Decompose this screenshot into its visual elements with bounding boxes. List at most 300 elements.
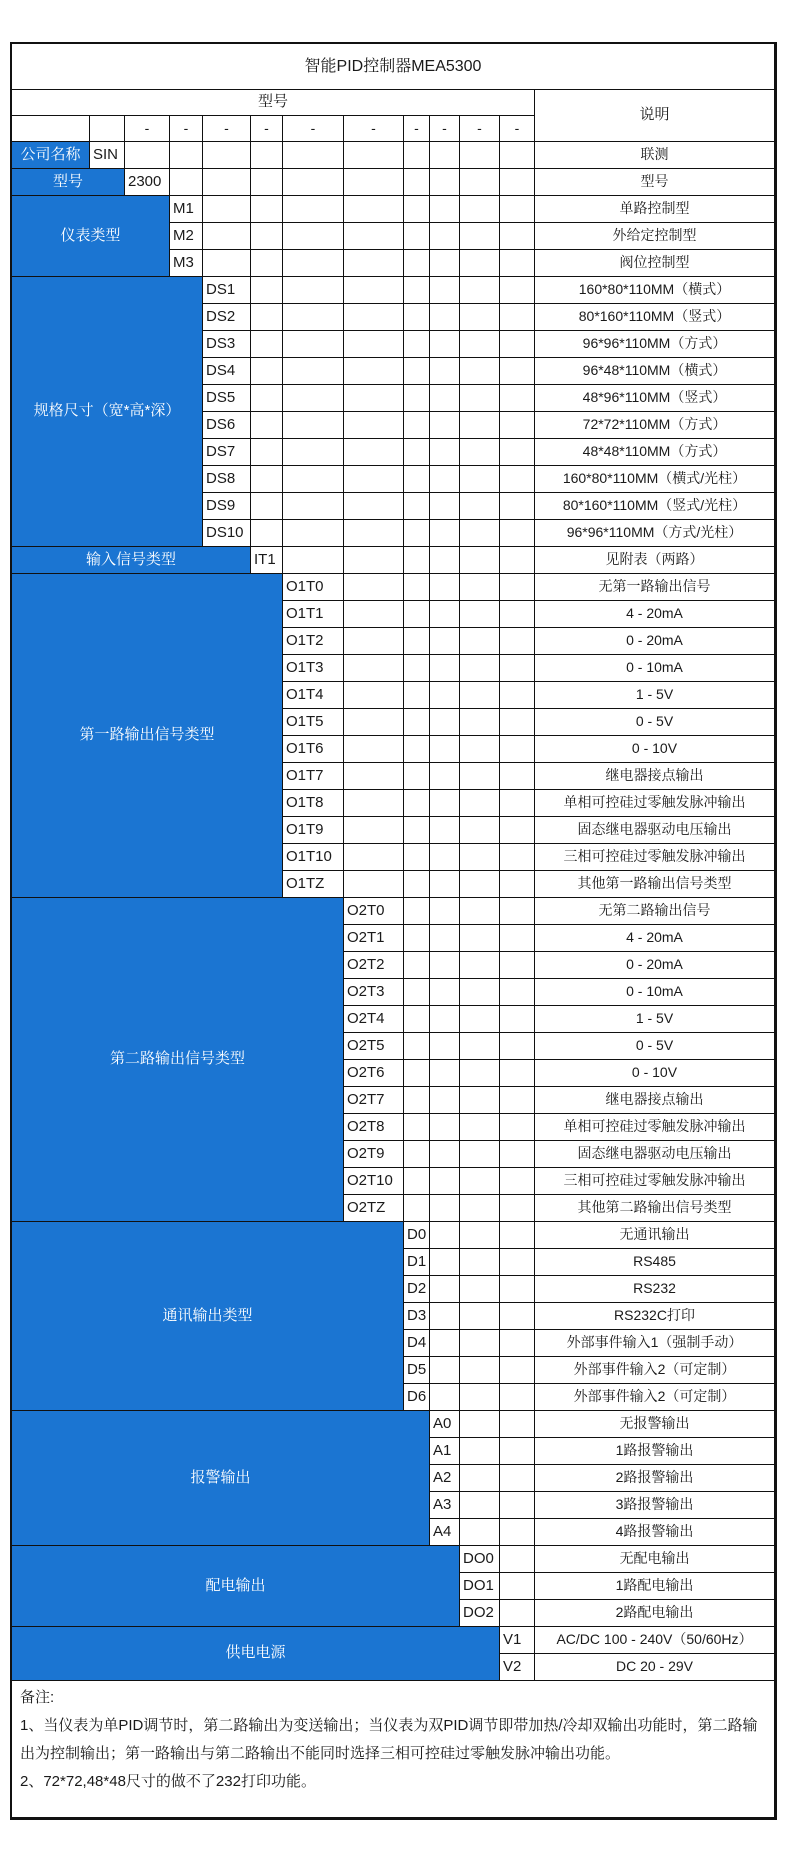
- description-cell: RS232C打印: [535, 1303, 775, 1330]
- empty-cell: [404, 1006, 430, 1033]
- empty-cell: [430, 1276, 460, 1303]
- empty-cell: [500, 1006, 535, 1033]
- empty-cell: [203, 196, 251, 223]
- empty-cell: [460, 925, 500, 952]
- empty-cell: [125, 142, 170, 169]
- empty-cell: [430, 223, 460, 250]
- empty-cell: [344, 358, 404, 385]
- description-cell: 0 - 20mA: [535, 952, 775, 979]
- empty-cell: [251, 250, 283, 277]
- empty-cell: [344, 304, 404, 331]
- description-cell: 0 - 10V: [535, 1060, 775, 1087]
- empty-cell: [460, 979, 500, 1006]
- empty-cell: [404, 736, 430, 763]
- empty-cell: [460, 952, 500, 979]
- description-cell: 1 - 5V: [535, 682, 775, 709]
- empty-cell: [460, 1438, 500, 1465]
- empty-cell: [460, 1465, 500, 1492]
- description-cell: 其他第一路输出信号类型: [535, 871, 775, 898]
- notes-label: 备注:: [20, 1689, 55, 1706]
- empty-cell: [251, 412, 283, 439]
- empty-cell: [500, 1465, 535, 1492]
- empty-cell: [170, 142, 203, 169]
- empty-cell: [251, 331, 283, 358]
- code-cell: O2T1: [344, 925, 404, 952]
- description-cell: 无第一路输出信号: [535, 574, 775, 601]
- description-cell: 4路报警输出: [535, 1519, 775, 1546]
- empty-cell: [430, 1087, 460, 1114]
- empty-cell: [460, 304, 500, 331]
- empty-cell: [500, 547, 535, 574]
- empty-cell: [344, 439, 404, 466]
- code-cell: O2T0: [344, 898, 404, 925]
- empty-cell: [460, 1033, 500, 1060]
- empty-cell: [500, 628, 535, 655]
- section-label: 规格尺寸（宽*高*深）: [12, 277, 203, 547]
- description-cell: 96*48*110MM（横式）: [535, 358, 775, 385]
- dash-cell: -: [404, 116, 430, 142]
- description-cell: 0 - 5V: [535, 1033, 775, 1060]
- empty-cell: [460, 169, 500, 196]
- description-cell: 0 - 20mA: [535, 628, 775, 655]
- empty-cell: [460, 1114, 500, 1141]
- code-cell: DS10: [203, 520, 251, 547]
- description-cell: 48*48*110MM（方式）: [535, 439, 775, 466]
- empty-cell: [500, 1519, 535, 1546]
- empty-cell: [430, 844, 460, 871]
- empty-cell: [430, 1006, 460, 1033]
- code-cell: O2T8: [344, 1114, 404, 1141]
- code-cell: O2T7: [344, 1087, 404, 1114]
- empty-cell: [460, 1087, 500, 1114]
- empty-cell: [460, 574, 500, 601]
- empty-cell: [404, 223, 430, 250]
- empty-cell: [500, 304, 535, 331]
- empty-cell: [500, 655, 535, 682]
- empty-cell: [430, 1303, 460, 1330]
- empty-cell: [430, 331, 460, 358]
- code-cell: DS9: [203, 493, 251, 520]
- description-cell: RS485: [535, 1249, 775, 1276]
- empty-cell: [500, 1600, 535, 1627]
- empty-cell: [251, 466, 283, 493]
- empty-cell: [430, 871, 460, 898]
- code-cell: O1T8: [283, 790, 344, 817]
- empty-cell: [404, 763, 430, 790]
- empty-cell: [430, 493, 460, 520]
- empty-cell: [404, 844, 430, 871]
- code-cell: V2: [500, 1654, 535, 1681]
- empty-cell: [460, 1276, 500, 1303]
- dash-cell: -: [500, 116, 535, 142]
- empty-cell: [460, 1492, 500, 1519]
- empty-cell: [460, 1303, 500, 1330]
- empty-cell: [283, 385, 344, 412]
- description-cell: RS232: [535, 1276, 775, 1303]
- description-cell: 0 - 10mA: [535, 979, 775, 1006]
- section-label: 仪表类型: [12, 196, 170, 277]
- empty-cell: [460, 412, 500, 439]
- empty-cell: [344, 817, 404, 844]
- empty-cell: [430, 925, 460, 952]
- empty-cell: [404, 520, 430, 547]
- description-cell: 继电器接点输出: [535, 763, 775, 790]
- empty-cell: [460, 898, 500, 925]
- code-cell: A2: [430, 1465, 460, 1492]
- code-cell: O1T6: [283, 736, 344, 763]
- description-cell: 固态继电器驱动电压输出: [535, 817, 775, 844]
- code-cell: D4: [404, 1330, 430, 1357]
- empty-cell: [430, 898, 460, 925]
- empty-cell: [430, 736, 460, 763]
- empty-cell: [404, 817, 430, 844]
- code-cell: SIN: [90, 142, 125, 169]
- empty-cell: [500, 142, 535, 169]
- dash-cell: -: [170, 116, 203, 142]
- description-cell: 2路报警输出: [535, 1465, 775, 1492]
- code-cell: DS4: [203, 358, 251, 385]
- empty-cell: [430, 763, 460, 790]
- description-cell: 其他第二路输出信号类型: [535, 1195, 775, 1222]
- empty-cell: [283, 358, 344, 385]
- code-cell: M3: [170, 250, 203, 277]
- code-cell: D3: [404, 1303, 430, 1330]
- empty-cell: [500, 277, 535, 304]
- code-cell: M2: [170, 223, 203, 250]
- empty-cell: [460, 250, 500, 277]
- section-label: 公司名称: [12, 142, 90, 169]
- code-cell: DS7: [203, 439, 251, 466]
- description-cell: 0 - 5V: [535, 709, 775, 736]
- dash-cell: -: [203, 116, 251, 142]
- empty-cell: [500, 844, 535, 871]
- code-cell: DO1: [460, 1573, 500, 1600]
- description-cell: DC 20 - 29V: [535, 1654, 775, 1681]
- empty-cell: [404, 142, 430, 169]
- empty-cell: [344, 790, 404, 817]
- description-cell: 80*160*110MM（竖式）: [535, 304, 775, 331]
- empty-cell: [344, 709, 404, 736]
- empty-cell: [283, 466, 344, 493]
- empty-cell: [430, 1330, 460, 1357]
- empty-cell: [251, 169, 283, 196]
- section-label: 第二路输出信号类型: [12, 898, 344, 1222]
- empty-cell: [344, 412, 404, 439]
- empty-cell: [430, 1168, 460, 1195]
- empty-cell: [344, 196, 404, 223]
- empty-cell: [460, 223, 500, 250]
- empty-cell: [404, 385, 430, 412]
- empty-cell: [404, 169, 430, 196]
- empty-cell: [344, 628, 404, 655]
- empty-cell: [430, 1141, 460, 1168]
- empty-cell: [283, 520, 344, 547]
- empty-cell: [404, 277, 430, 304]
- empty-cell: [404, 466, 430, 493]
- description-cell: 160*80*110MM（横式）: [535, 277, 775, 304]
- empty-cell: [344, 601, 404, 628]
- description-cell: 1路配电输出: [535, 1573, 775, 1600]
- code-cell: O2T5: [344, 1033, 404, 1060]
- empty-cell: [500, 1168, 535, 1195]
- code-cell: D6: [404, 1384, 430, 1411]
- empty-cell: [404, 493, 430, 520]
- empty-cell: [404, 1141, 430, 1168]
- empty-cell: [460, 1006, 500, 1033]
- empty-cell: [460, 1519, 500, 1546]
- empty-cell: [344, 736, 404, 763]
- empty-cell: [460, 547, 500, 574]
- empty-cell: [203, 223, 251, 250]
- dash-cell: -: [283, 116, 344, 142]
- empty-cell: [460, 1330, 500, 1357]
- description-cell: 三相可控硅过零触发脉冲输出: [535, 1168, 775, 1195]
- empty-cell: [460, 1168, 500, 1195]
- section-label: 配电输出: [12, 1546, 460, 1627]
- empty-cell: [404, 304, 430, 331]
- description-cell: 1 - 5V: [535, 1006, 775, 1033]
- empty-cell: [500, 1222, 535, 1249]
- empty-cell: [203, 250, 251, 277]
- empty-cell: [251, 439, 283, 466]
- empty-cell: [460, 763, 500, 790]
- code-cell: O2T3: [344, 979, 404, 1006]
- empty-cell: [500, 817, 535, 844]
- empty-cell: [500, 412, 535, 439]
- empty-cell: [283, 169, 344, 196]
- empty-cell: [404, 412, 430, 439]
- description-cell: AC/DC 100 - 240V（50/60Hz）: [535, 1627, 775, 1654]
- section-label: 供电电源: [12, 1627, 500, 1681]
- code-cell: D1: [404, 1249, 430, 1276]
- empty-cell: [404, 709, 430, 736]
- empty-cell: [430, 169, 460, 196]
- description-cell: 4 - 20mA: [535, 601, 775, 628]
- empty-cell: [404, 1114, 430, 1141]
- empty-cell: [430, 547, 460, 574]
- description-cell: 72*72*110MM（方式）: [535, 412, 775, 439]
- empty-cell: [500, 1546, 535, 1573]
- empty-cell: [344, 682, 404, 709]
- empty-cell: [500, 1411, 535, 1438]
- empty-cell: [500, 1384, 535, 1411]
- empty-cell: [404, 1168, 430, 1195]
- empty-cell: [344, 169, 404, 196]
- empty-cell: [430, 250, 460, 277]
- model-selection-table: [10, 42, 777, 1820]
- empty-cell: [430, 601, 460, 628]
- empty-cell: [283, 196, 344, 223]
- code-cell: O1T0: [283, 574, 344, 601]
- empty-cell: [500, 520, 535, 547]
- code-cell: O1T4: [283, 682, 344, 709]
- empty-cell: [404, 331, 430, 358]
- description-cell: 单相可控硅过零触发脉冲输出: [535, 790, 775, 817]
- section-label: 通讯输出类型: [12, 1222, 404, 1411]
- dash-cell: -: [344, 116, 404, 142]
- empty-cell: [283, 493, 344, 520]
- empty-cell: [203, 142, 251, 169]
- description-cell: 无第二路输出信号: [535, 898, 775, 925]
- description-cell: 80*160*110MM（竖式/光柱）: [535, 493, 775, 520]
- empty-cell: [404, 979, 430, 1006]
- empty-cell: [404, 790, 430, 817]
- empty-cell: [430, 709, 460, 736]
- empty-cell: [344, 547, 404, 574]
- code-cell: DS2: [203, 304, 251, 331]
- code-cell: V1: [500, 1627, 535, 1654]
- description-cell: 继电器接点输出: [535, 1087, 775, 1114]
- empty-cell: [460, 1222, 500, 1249]
- dash-cell: -: [430, 116, 460, 142]
- empty-cell: [251, 277, 283, 304]
- empty-cell: [460, 385, 500, 412]
- empty-cell: [430, 1114, 460, 1141]
- empty-cell: [344, 466, 404, 493]
- empty-cell: [430, 1033, 460, 1060]
- empty-cell: [404, 1060, 430, 1087]
- code-cell: O2T6: [344, 1060, 404, 1087]
- code-cell: IT1: [251, 547, 283, 574]
- code-cell: O1T3: [283, 655, 344, 682]
- empty-cell: [251, 142, 283, 169]
- empty-cell: [500, 1195, 535, 1222]
- description-cell: 96*96*110MM（方式/光柱）: [535, 520, 775, 547]
- empty-cell: [404, 1033, 430, 1060]
- empty-cell: [404, 952, 430, 979]
- empty-cell: [460, 142, 500, 169]
- empty-cell: [404, 682, 430, 709]
- description-cell: 4 - 20mA: [535, 925, 775, 952]
- description-cell: 外部事件输入1（强制手动）: [535, 1330, 775, 1357]
- empty-cell: [283, 142, 344, 169]
- code-cell: A1: [430, 1438, 460, 1465]
- empty-cell: [460, 493, 500, 520]
- empty-cell: [500, 1114, 535, 1141]
- empty-cell: [500, 223, 535, 250]
- model-column-header: 型号: [12, 90, 535, 116]
- empty-cell: [430, 1249, 460, 1276]
- empty-cell: [500, 1033, 535, 1060]
- empty-cell: [460, 817, 500, 844]
- empty-cell: [430, 385, 460, 412]
- notes: [12, 1681, 775, 1818]
- empty-cell: [404, 898, 430, 925]
- empty-cell: [404, 1087, 430, 1114]
- empty-cell: [500, 331, 535, 358]
- description-cell: 96*96*110MM（方式）: [535, 331, 775, 358]
- empty-cell: [460, 520, 500, 547]
- description-cell: 无通讯输出: [535, 1222, 775, 1249]
- empty-cell: [460, 871, 500, 898]
- empty-cell: [500, 466, 535, 493]
- empty-cell: [430, 1060, 460, 1087]
- empty-cell: [500, 1357, 535, 1384]
- description-cell: 外部事件输入2（可定制）: [535, 1357, 775, 1384]
- empty-cell: [500, 358, 535, 385]
- empty-cell: [344, 493, 404, 520]
- empty-cell: [460, 655, 500, 682]
- description-cell: 0 - 10V: [535, 736, 775, 763]
- empty-cell: [344, 250, 404, 277]
- empty-cell: [430, 439, 460, 466]
- code-cell: DS8: [203, 466, 251, 493]
- code-cell: DS5: [203, 385, 251, 412]
- empty-cell: [283, 304, 344, 331]
- empty-cell: [500, 709, 535, 736]
- empty-cell: [404, 871, 430, 898]
- empty-cell: [430, 196, 460, 223]
- empty-cell: [283, 439, 344, 466]
- empty-cell: [460, 601, 500, 628]
- empty-cell: [251, 493, 283, 520]
- empty-cell: [430, 412, 460, 439]
- description-cell: 2路配电输出: [535, 1600, 775, 1627]
- empty-cell: [460, 682, 500, 709]
- empty-cell: [430, 817, 460, 844]
- description-cell: 阀位控制型: [535, 250, 775, 277]
- empty-cell: [500, 682, 535, 709]
- description-cell: 单相可控硅过零触发脉冲输出: [535, 1114, 775, 1141]
- description-cell: 三相可控硅过零触发脉冲输出: [535, 844, 775, 871]
- empty-cell: [283, 223, 344, 250]
- empty-cell: [251, 358, 283, 385]
- empty-cell: [430, 358, 460, 385]
- empty-cell: [500, 763, 535, 790]
- empty-cell: [404, 601, 430, 628]
- empty-cell: [500, 1492, 535, 1519]
- empty-cell: [251, 196, 283, 223]
- code-cell: A4: [430, 1519, 460, 1546]
- empty-cell: [404, 250, 430, 277]
- empty-cell: [430, 142, 460, 169]
- code-cell: O2T9: [344, 1141, 404, 1168]
- empty-cell: [344, 223, 404, 250]
- empty-cell: [500, 169, 535, 196]
- description-cell: 160*80*110MM（横式/光柱）: [535, 466, 775, 493]
- code-cell: O1T5: [283, 709, 344, 736]
- empty-cell: [460, 790, 500, 817]
- empty-cell: [500, 1303, 535, 1330]
- empty-cell: [430, 520, 460, 547]
- empty-cell: [500, 250, 535, 277]
- empty-cell: [283, 547, 344, 574]
- empty-cell: [430, 277, 460, 304]
- description-cell: 48*96*110MM（竖式）: [535, 385, 775, 412]
- empty-cell: [460, 331, 500, 358]
- description-cell: 1路报警输出: [535, 1438, 775, 1465]
- empty-cell: [430, 682, 460, 709]
- empty-cell: [283, 331, 344, 358]
- empty-cell: [430, 466, 460, 493]
- empty-cell: [460, 1195, 500, 1222]
- description-cell: 外部事件输入2（可定制）: [535, 1384, 775, 1411]
- code-cell: 2300: [125, 169, 170, 196]
- empty-cell: [460, 1357, 500, 1384]
- code-cell: O1T2: [283, 628, 344, 655]
- empty-cell: [430, 574, 460, 601]
- empty-cell: [430, 1222, 460, 1249]
- description-cell: 0 - 10mA: [535, 655, 775, 682]
- empty-cell: [430, 304, 460, 331]
- empty-cell: [460, 196, 500, 223]
- empty-cell: [344, 871, 404, 898]
- code-cell: O2TZ: [344, 1195, 404, 1222]
- empty-cell: [500, 385, 535, 412]
- empty-cell: [251, 223, 283, 250]
- empty-cell: [460, 736, 500, 763]
- empty-cell: [283, 412, 344, 439]
